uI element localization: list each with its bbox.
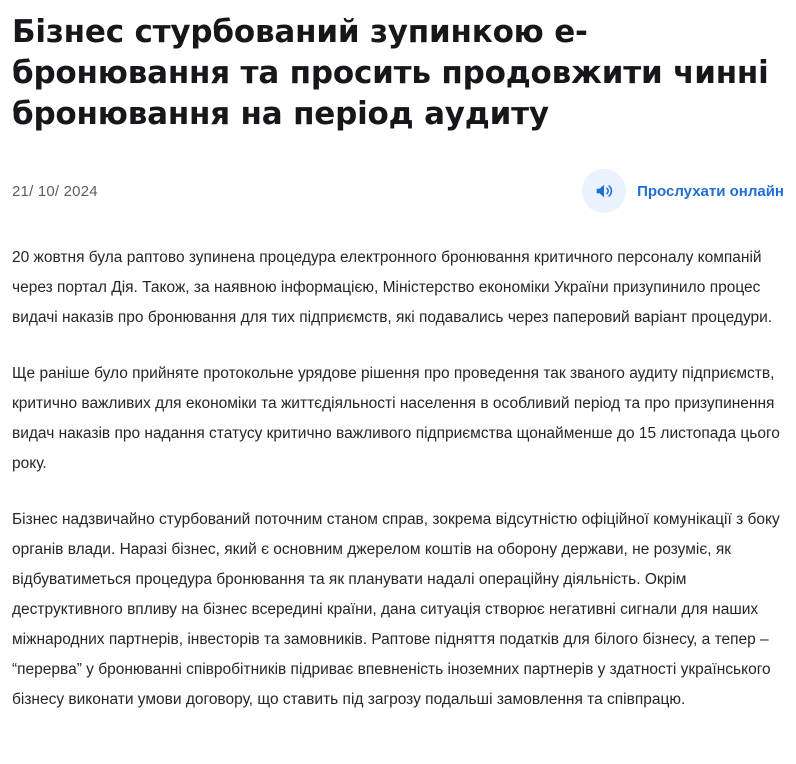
article-title: Бізнес стурбований зупинкою е-бронювання та просить продовжити чинні бронювання на період аудиту <box>12 14 769 132</box>
listen-online-label[interactable]: Прослухати онлайн <box>637 182 784 200</box>
article-date: 21/ 10/ 2024 <box>12 182 98 200</box>
article-meta-row <box>12 169 784 213</box>
article-paragraph: Бізнес надзвичайно стурбований поточним станом справ, зокрема відсутністю офіційної комунікації з боку органів влади. Наразі бізнес, який є основним джерелом коштів на оборону держави, не розуміє, як відбуватиметься процедура бронювання та як планувати надалі операційну діяльність. Окрім деструктивного впливу на бізнес всередині країни, дана ситуація створює негативні сигнали для наших міжнародних партнерів, інвесторів та замовників. Раптове підняття податків для білого бізнесу, а тепер – “перерва” у бронюванні співробітників підриває впевненість іноземних партнерів у здатності українського бізнесу виконати умови договору, що ставить під загрозу подальші замовлення та співпрацю. <box>12 511 780 708</box>
article-paragraph: Ще раніше було прийняте протокольне урядове рішення про проведення так званого аудиту підприємств, критично важливих для економіки та життєдіяльності населення в особливий період та про призупинення видач наказів про надання статусу критично важливого підприємства щонайменше до 15 листопада цього року. <box>12 365 780 472</box>
listen-online-button[interactable] <box>582 169 784 213</box>
article-body <box>12 243 784 715</box>
speaker-icon[interactable] <box>582 169 626 213</box>
article-paragraph: 20 жовтня була раптово зупинена процедура електронного бронювання критичного персоналу компаній через портал Дія. Також, за наявною інформацією, Міністерство економіки України призупинило процес видачі наказів про бронювання для тих підприємств, які подавались через паперовий варіант процедури. <box>12 249 773 326</box>
